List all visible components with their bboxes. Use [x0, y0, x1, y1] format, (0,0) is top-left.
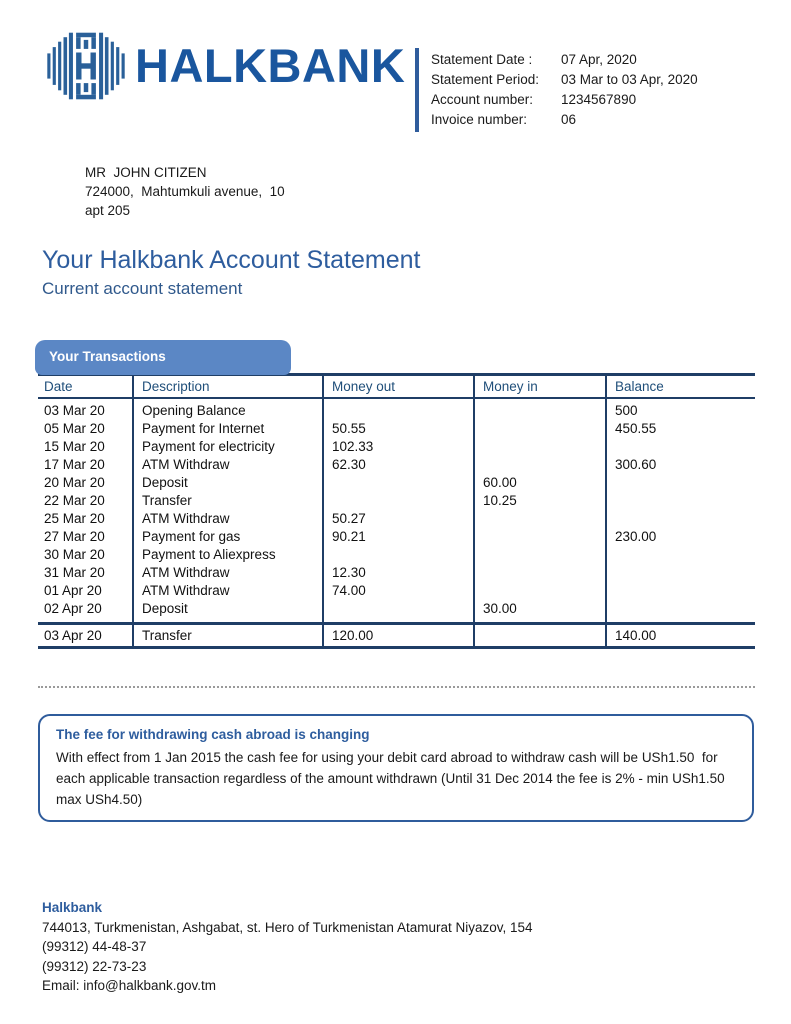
invoice-number-value: 06 [561, 112, 577, 127]
cell-money-out: 50.55 [332, 421, 366, 436]
cell-date: 03 Apr 20 [44, 628, 102, 643]
column-header-money-out: Money out [332, 379, 396, 394]
table-row [38, 600, 755, 618]
bank-address-line: 744013, Turkmenistan, Ashgabat, st. Hero of Turkmenistan Atamurat Niyazov, 154 [42, 919, 533, 935]
cell-balance [605, 474, 755, 492]
table-header-row [38, 376, 755, 399]
statement-period-row [431, 70, 698, 90]
table-row [38, 438, 755, 456]
cell-money-in [473, 582, 605, 600]
bank-name: Halkbank [42, 900, 103, 915]
cell-date: 20 Mar 20 [44, 475, 105, 490]
bank-email: Email: info@halkbank.gov.tm [42, 978, 217, 993]
column-divider [473, 376, 475, 649]
cell-money-out: 50.27 [332, 511, 366, 526]
cell-money-in [473, 564, 605, 582]
bank-phone-1: (99312) 44-48-37 [42, 939, 147, 954]
cell-money-out [322, 600, 473, 618]
halkbank-logo [46, 30, 405, 102]
cell-date: 31 Mar 20 [44, 565, 105, 580]
logo-text: HALKBANK [135, 39, 406, 92]
table-row [38, 546, 755, 564]
cell-money-out [322, 402, 473, 420]
table-row [38, 474, 755, 492]
account-number-label: Account number: [431, 92, 534, 107]
cell-money-out: 74.00 [332, 583, 366, 598]
bank-contact-footer [42, 898, 533, 996]
table-row [38, 582, 755, 600]
column-header-balance: Balance [615, 379, 664, 394]
cell-money-in [473, 402, 605, 420]
cell-description: Deposit [142, 601, 188, 616]
column-divider [605, 376, 607, 649]
cell-money-in: 10.25 [483, 493, 517, 508]
cell-balance [605, 564, 755, 582]
cell-description: Payment for Internet [142, 421, 265, 436]
cell-description: Opening Balance [142, 403, 246, 418]
recipient-apartment: apt 205 [85, 203, 131, 218]
cell-balance [605, 600, 755, 618]
cell-date: 30 Mar 20 [44, 547, 105, 562]
cell-money-out: 12.30 [332, 565, 366, 580]
bank-phone-2: (99312) 22-73-23 [42, 958, 147, 974]
cell-description: ATM Withdraw [142, 583, 230, 598]
invoice-number-label: Invoice number: [431, 112, 528, 127]
cell-money-out: 90.21 [332, 529, 366, 544]
cell-description: ATM Withdraw [142, 565, 230, 580]
cell-balance: 300.60 [615, 457, 657, 472]
table-final-section [38, 622, 755, 649]
table-row [38, 510, 755, 528]
cell-balance [605, 510, 755, 528]
statement-date-label: Statement Date : [431, 52, 533, 67]
statement-info-block [415, 48, 698, 132]
table-final-row [38, 625, 755, 646]
fee-notice-box [38, 714, 754, 822]
cell-date: 25 Mar 20 [44, 511, 105, 526]
notice-body: With effect from 1 Jan 2015 the cash fee for using your debit card abroad to withdraw cash will be USh1.50 for each applicable transaction regardless of the amount withdrawn (Until 31 Dec 2014 the fee is 2% - min USh1.50 max USh4.50) [56, 750, 729, 807]
notice-title: The fee for withdrawing cash abroad is changing [56, 727, 370, 742]
cell-date: 02 Apr 20 [44, 601, 102, 616]
cell-money-in: 60.00 [483, 475, 517, 490]
cell-date: 17 Mar 20 [44, 457, 105, 472]
cell-date: 03 Mar 20 [44, 403, 105, 418]
cell-date: 01 Apr 20 [44, 583, 102, 598]
column-divider [132, 376, 134, 649]
cell-money-in [473, 456, 605, 474]
transactions-table [38, 373, 755, 649]
recipient-address [85, 163, 285, 220]
cell-money-in: 30.00 [483, 601, 517, 616]
dotted-divider [38, 686, 755, 688]
account-number-value: 1234567890 [561, 92, 637, 107]
cell-date: 22 Mar 20 [44, 493, 105, 508]
cell-description: Payment for electricity [142, 439, 275, 454]
column-divider [322, 376, 324, 649]
cell-money-in [473, 528, 605, 546]
table-body [38, 399, 755, 622]
statement-date-value: 07 Apr, 2020 [561, 52, 637, 67]
table-row [38, 420, 755, 438]
cell-money-in [473, 438, 605, 456]
recipient-name: MR JOHN CITIZEN [85, 165, 207, 180]
cell-description: Payment to Aliexpress [142, 547, 276, 562]
table-row [38, 564, 755, 582]
recipient-street: 724000, Mahtumkuli avenue, 10 [85, 184, 285, 199]
table-row [38, 402, 755, 420]
account-number-row [431, 90, 698, 110]
invoice-number-row [431, 110, 698, 130]
table-row [38, 492, 755, 510]
cell-money-out [322, 474, 473, 492]
cell-description: Transfer [142, 628, 192, 643]
cell-balance [605, 492, 755, 510]
cell-money-in [473, 625, 605, 646]
transactions-section-header: Your Transactions [35, 340, 291, 375]
cell-date: 05 Mar 20 [44, 421, 105, 436]
cell-money-out: 102.33 [332, 439, 374, 454]
cell-money-out: 62.30 [332, 457, 366, 472]
cell-balance: 230.00 [615, 529, 657, 544]
table-row [38, 456, 755, 474]
page-subtitle: Current account statement [42, 279, 243, 298]
cell-date: 27 Mar 20 [44, 529, 105, 544]
cell-money-out [322, 492, 473, 510]
column-header-description: Description [142, 379, 210, 394]
cell-money-out [322, 546, 473, 564]
cell-balance: 500 [615, 403, 638, 418]
cell-money-in [473, 510, 605, 528]
page-title: Your Halkbank Account Statement [42, 246, 421, 274]
cell-description: ATM Withdraw [142, 457, 230, 472]
cell-balance: 450.55 [615, 421, 657, 436]
cell-description: ATM Withdraw [142, 511, 230, 526]
cell-description: Payment for gas [142, 529, 241, 544]
cell-money-in [473, 546, 605, 564]
cell-money-out: 120.00 [332, 628, 374, 643]
statement-period-value: 03 Mar to 03 Apr, 2020 [561, 72, 698, 87]
cell-description: Transfer [142, 493, 192, 508]
statement-period-label: Statement Period: [431, 72, 540, 87]
cell-date: 15 Mar 20 [44, 439, 105, 454]
column-header-money-in: Money in [483, 379, 538, 394]
cell-balance [605, 582, 755, 600]
cell-description: Deposit [142, 475, 188, 490]
halkbank-emblem-icon [46, 30, 126, 102]
cell-balance [605, 546, 755, 564]
cell-balance [605, 438, 755, 456]
table-row [38, 528, 755, 546]
column-header-date: Date [44, 379, 73, 394]
cell-money-in [473, 420, 605, 438]
cell-balance: 140.00 [615, 628, 657, 643]
statement-date-row [431, 50, 698, 70]
